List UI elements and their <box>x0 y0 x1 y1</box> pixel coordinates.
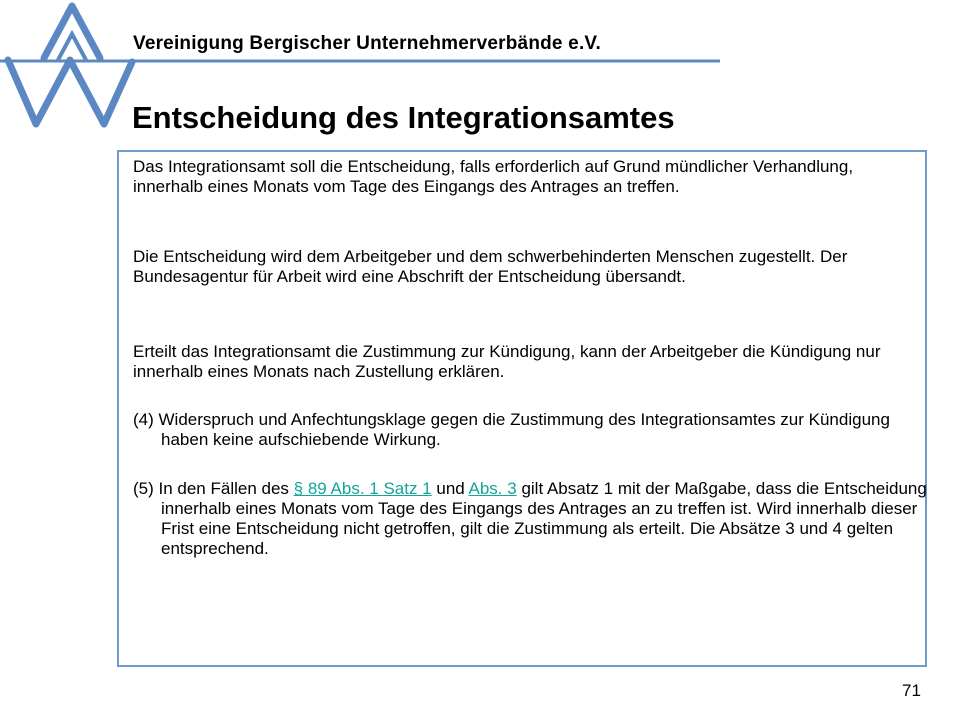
paragraph-5-text-before: (5) In den Fällen des <box>133 479 294 498</box>
organization-name: Vereinigung Bergischer Unternehmerverbände e.V. <box>133 33 602 54</box>
page-number: 71 <box>902 681 921 700</box>
paragraph-decision-deadline: Das Integrationsamt soll die Entscheidung, falls erforderlich auf Grund mündlicher Verhandlung, innerhalb eines Monats vom Tage des Eingangs des Antrages an treffen. <box>133 157 854 196</box>
paragraph-termination-period: Erteilt das Integrationsamt die Zustimmung zur Kündigung, kann der Arbeitgeber die Kündigung nur innerhalb eines Monats nach Zustellung erklären. <box>133 342 881 381</box>
content-box <box>117 150 927 667</box>
page-title: Entscheidung des Integrationsamtes <box>132 100 675 135</box>
paragraph-objection: (4) Widerspruch und Anfechtungsklage gegen die Zustimmung des Integrationsamtes zur Kündigung haben keine aufschiebende Wirkung. <box>133 410 890 449</box>
link-section-89-abs-1[interactable]: § 89 Abs. 1 Satz 1 <box>293 479 432 498</box>
paragraph-5-text-between: und <box>431 479 469 498</box>
paragraph-delivery: Die Entscheidung wird dem Arbeitgeber und dem schwerbehinderten Menschen zugestellt. Der Bundesagentur für Arbeit wird eine Abschrift der Entscheidung übersandt. <box>133 247 848 286</box>
link-abs-3[interactable]: Abs. 3 <box>468 479 517 498</box>
paragraph-special-cases <box>133 479 941 559</box>
paragraph-5-text-after: gilt Absatz 1 mit der Maßgabe, dass die Entscheidung innerhalb eines Monats vom Tage des Eingangs des Antrages an zu treffen ist. Wird innerhalb dieser Frist eine Entscheidung nicht getroffen, gilt die Zustimmung als erteilt. Die Absätze 3 und 4 gelten entsprechend. <box>161 479 927 558</box>
